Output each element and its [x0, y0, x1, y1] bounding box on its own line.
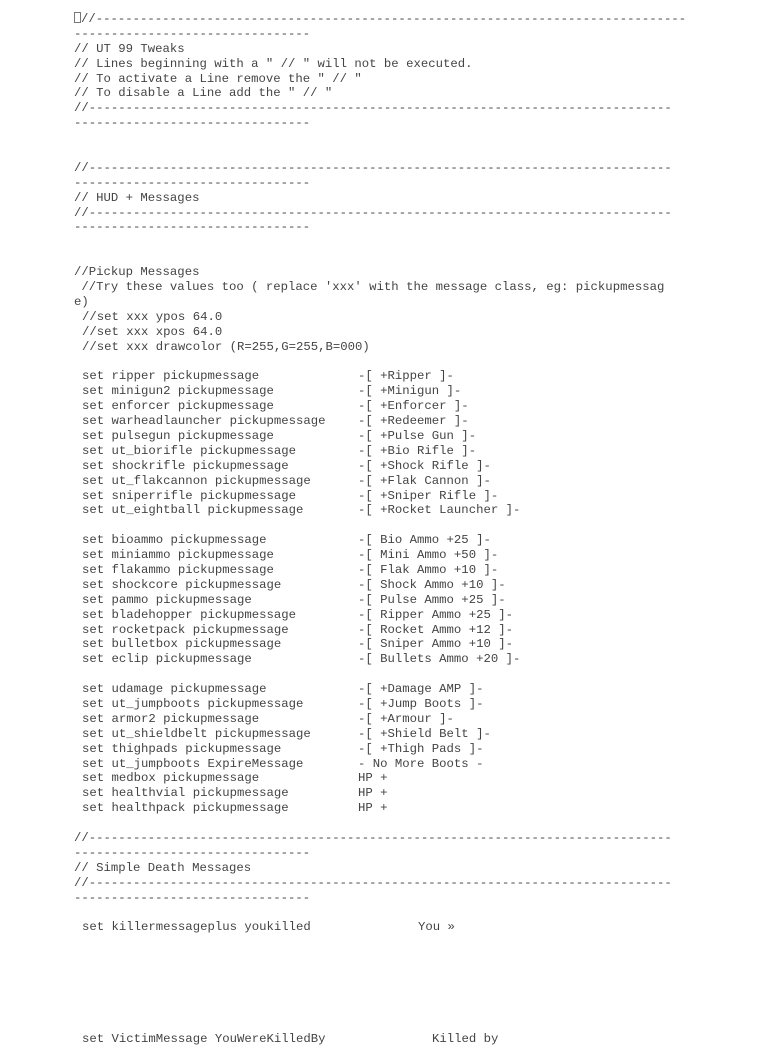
section-title-death: // Simple Death Messages — [74, 860, 252, 875]
config-message: -[ +Rocket Launcher ]- — [358, 503, 521, 518]
config-row — [74, 578, 714, 593]
config-row — [74, 801, 714, 816]
weapons-block — [74, 369, 714, 518]
config-row — [74, 369, 714, 384]
config-message: -[ +Sniper Rifle ]- — [358, 488, 499, 503]
config-command: set shockcore pickupmessage — [82, 577, 282, 592]
separator-line: //------------------------------------------------------------------------------- — [74, 830, 672, 845]
config-row — [74, 548, 714, 563]
config-row — [74, 742, 714, 757]
config-message: -[ Mini Ammo +50 ]- — [358, 548, 499, 563]
separator-line: //------------------------------------------------------------------------------- — [74, 101, 672, 116]
config-message: -[ Rocket Ammo +12 ]- — [358, 622, 513, 637]
config-row — [74, 459, 714, 474]
config-command: set ut_flakcannon pickupmessage — [82, 473, 311, 488]
unknown-glyph-icon — [74, 12, 81, 23]
config-command: set minigun2 pickupmessage — [82, 384, 274, 399]
config-command: set ut_biorifle pickupmessage — [82, 443, 297, 458]
config-command: set bladehopper pickupmessage — [82, 607, 297, 622]
config-message: -[ Ripper Ammo +25 ]- — [358, 607, 513, 622]
config-command: set ripper pickupmessage — [82, 369, 260, 384]
try-values-line-wrap: e) — [74, 294, 89, 309]
config-message: -[ Bio Ammo +25 ]- — [358, 533, 491, 548]
config-message: -[ +Minigun ]- — [358, 384, 462, 399]
config-message: -[ +Flak Cannon ]- — [358, 473, 491, 488]
example-line: //set xxx drawcolor (R=255,G=255,B=000) — [82, 339, 370, 354]
config-command: set killermessageplus youkilled — [82, 920, 311, 935]
config-command: set VictimMessage YouWereKilledBy — [82, 1032, 326, 1047]
config-message: -[ Shock Ammo +10 ]- — [358, 577, 506, 592]
config-row — [74, 697, 714, 712]
config-message: -[ +Shield Belt ]- — [358, 726, 491, 741]
config-message: Killed by — [432, 1032, 499, 1047]
config-message: -[ +Ripper ]- — [358, 369, 454, 384]
config-row — [74, 727, 714, 742]
separator-line-wrap: -------------------------------- — [74, 26, 311, 41]
section-title-hud: // HUD + Messages — [74, 190, 200, 205]
first-line-prefix: // — [81, 12, 96, 26]
header-line: // To activate a Line remove the " // " — [74, 71, 362, 86]
config-row — [74, 384, 714, 399]
config-message: - No More Boots - — [358, 756, 484, 771]
config-row — [74, 608, 714, 623]
separator-line-wrap: -------------------------------- — [74, 890, 311, 905]
config-command: set warheadlauncher pickupmessage — [82, 414, 326, 429]
section-title-pickup: //Pickup Messages — [74, 265, 200, 280]
example-line: //set xxx xpos 64.0 — [82, 324, 223, 339]
config-command: set flakammo pickupmessage — [82, 562, 274, 577]
config-row — [74, 503, 714, 518]
config-message: -[ +Armour ]- — [358, 711, 454, 726]
config-message: -[ +Thigh Pads ]- — [358, 741, 484, 756]
config-command: set shockrifle pickupmessage — [82, 458, 289, 473]
config-message: -[ +Damage AMP ]- — [358, 682, 484, 697]
config-command: set rocketpack pickupmessage — [82, 622, 289, 637]
config-command: set bioammo pickupmessage — [82, 533, 267, 548]
config-row — [74, 652, 714, 667]
config-command: set ut_jumpboots ExpireMessage — [82, 756, 304, 771]
config-command: set medbox pickupmessage — [82, 771, 260, 786]
config-document — [74, 12, 714, 1047]
config-row — [74, 682, 714, 697]
separator-line-wrap: -------------------------------- — [74, 845, 311, 860]
config-row — [74, 474, 714, 489]
ammo-block — [74, 533, 714, 667]
config-row — [74, 399, 714, 414]
config-command: set healthpack pickupmessage — [82, 801, 289, 816]
config-message: HP + — [358, 786, 388, 801]
config-row — [74, 757, 714, 772]
separator-line-wrap: -------------------------------- — [74, 175, 311, 190]
try-values-line: //Try these values too ( replace 'xxx' with the message class, eg: pickupmessag — [74, 280, 665, 295]
header-line: // UT 99 Tweaks — [74, 41, 185, 56]
config-row — [74, 786, 714, 801]
config-command: set thighpads pickupmessage — [82, 741, 282, 756]
config-row — [74, 533, 714, 548]
header-line: // To disable a Line add the " // " — [74, 86, 333, 101]
config-row — [74, 414, 714, 429]
config-message: You » — [418, 920, 455, 935]
header-line: // Lines beginning with a " // " will not be executed. — [74, 56, 473, 71]
config-message: -[ +Enforcer ]- — [358, 399, 469, 414]
config-row — [74, 444, 714, 459]
config-command: set healthvial pickupmessage — [82, 786, 289, 801]
config-row — [74, 489, 714, 504]
separator-line-wrap: -------------------------------- — [74, 220, 311, 235]
config-command: set udamage pickupmessage — [82, 682, 267, 697]
config-row — [74, 623, 714, 638]
config-row — [74, 429, 714, 444]
config-command: set ut_eightball pickupmessage — [82, 503, 304, 518]
separator-line: //------------------------------------------------------------------------------- — [74, 160, 672, 175]
config-command: set enforcer pickupmessage — [82, 399, 274, 414]
death-message-row — [74, 1032, 714, 1047]
config-command: set ut_shieldbelt pickupmessage — [82, 726, 311, 741]
separator-line: //------------------------------------------------------------------------------- — [74, 205, 672, 220]
config-command: set bulletbox pickupmessage — [82, 637, 282, 652]
config-message: HP + — [358, 801, 388, 816]
config-row — [74, 563, 714, 578]
separator-line: //------------------------------------------------------------------------------- — [74, 875, 672, 890]
config-row — [74, 712, 714, 727]
config-message: HP + — [358, 771, 388, 786]
config-command: set pulsegun pickupmessage — [82, 428, 274, 443]
config-row — [74, 593, 714, 608]
config-message: -[ +Shock Rifle ]- — [358, 458, 491, 473]
config-message: -[ +Pulse Gun ]- — [358, 428, 477, 443]
config-message: -[ Pulse Ammo +25 ]- — [358, 592, 506, 607]
config-command: set sniperrifle pickupmessage — [82, 488, 297, 503]
config-message: -[ +Jump Boots ]- — [358, 696, 484, 711]
config-command: set miniammo pickupmessage — [82, 548, 274, 563]
example-line: //set xxx ypos 64.0 — [82, 309, 223, 324]
config-message: -[ Flak Ammo +10 ]- — [358, 562, 499, 577]
death-message-row — [74, 920, 714, 935]
config-message: -[ +Redeemer ]- — [358, 414, 469, 429]
config-command: set armor2 pickupmessage — [82, 711, 260, 726]
separator-line — [74, 12, 714, 27]
config-row — [74, 637, 714, 652]
config-command: set ut_jumpboots pickupmessage — [82, 696, 304, 711]
items-block — [74, 682, 714, 816]
config-row — [74, 771, 714, 786]
config-command: set pammo pickupmessage — [82, 592, 252, 607]
separator-line-wrap: -------------------------------- — [74, 116, 311, 131]
config-message: -[ Sniper Ammo +10 ]- — [358, 637, 513, 652]
config-command: set eclip pickupmessage — [82, 652, 252, 667]
config-message: -[ +Bio Rifle ]- — [358, 443, 477, 458]
first-line-dashes: -------------------------------------------------------------------------------- — [95, 12, 687, 26]
config-message: -[ Bullets Ammo +20 ]- — [358, 652, 521, 667]
